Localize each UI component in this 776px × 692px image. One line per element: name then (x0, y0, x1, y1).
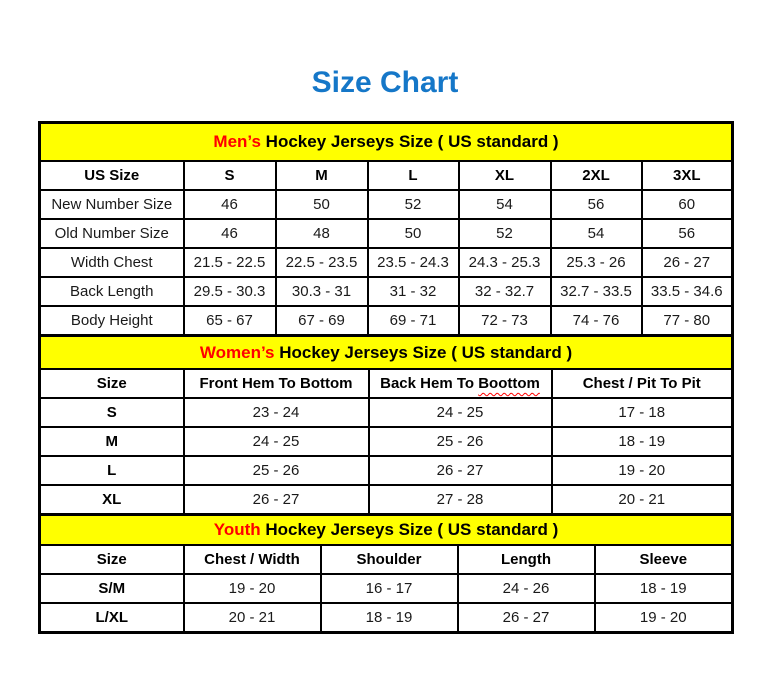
table-cell: 74 - 76 (551, 306, 642, 336)
youth-size-table (38, 513, 734, 634)
table-cell: 26 - 27 (642, 248, 733, 277)
youth-section-header-text: Hockey Jerseys Size ( US standard ) (260, 520, 559, 539)
page-title: Size Chart (311, 66, 459, 99)
table-cell: 69 - 71 (368, 306, 459, 336)
table-cell: 67 - 69 (276, 306, 368, 336)
youth-section-header-row (40, 515, 733, 546)
table-row (40, 603, 733, 633)
mens-size-table (38, 121, 734, 337)
table-cell: 19 - 20 (184, 574, 321, 603)
row-label: XL (40, 485, 184, 515)
table-cell: 19 - 20 (595, 603, 733, 633)
womens-section-header (40, 336, 733, 370)
column-header-text: Back Hem To (380, 375, 479, 392)
table-cell: 18 - 19 (321, 603, 458, 633)
table-cell: 31 - 32 (368, 277, 459, 306)
table-row (40, 219, 733, 248)
table-cell: 46 (184, 190, 276, 219)
column-header: Shoulder (321, 545, 458, 574)
table-cell: 65 - 67 (184, 306, 276, 336)
table-cell: 50 (368, 219, 459, 248)
row-label: Body Height (40, 306, 184, 336)
mens-section-header (40, 123, 733, 162)
mens-column-header-row (40, 161, 733, 190)
table-cell: 56 (551, 190, 642, 219)
table-cell: 54 (551, 219, 642, 248)
table-row (40, 306, 733, 336)
column-header: 2XL (551, 161, 642, 190)
table-cell: 24 - 26 (458, 574, 595, 603)
table-row (40, 456, 733, 485)
table-cell: 22.5 - 23.5 (276, 248, 368, 277)
mens-section-header-text: Hockey Jerseys Size ( US standard ) (260, 132, 559, 151)
mens-section-header-row (40, 123, 733, 162)
row-label: L (40, 456, 184, 485)
table-cell: 16 - 17 (321, 574, 458, 603)
table-row (40, 248, 733, 277)
table-cell: 19 - 20 (552, 456, 733, 485)
womens-size-table (38, 334, 734, 516)
table-cell: 29.5 - 30.3 (184, 277, 276, 306)
table-cell: 54 (459, 190, 551, 219)
table-cell: 30.3 - 31 (276, 277, 368, 306)
table-cell: 56 (642, 219, 733, 248)
column-header: 3XL (642, 161, 733, 190)
table-cell: 25 - 26 (369, 427, 552, 456)
column-header: Length (458, 545, 595, 574)
table-cell: 24 - 25 (184, 427, 369, 456)
column-header: Front Hem To Bottom (184, 369, 369, 398)
womens-section-header-row (40, 336, 733, 370)
table-cell: 77 - 80 (642, 306, 733, 336)
column-header: Sleeve (595, 545, 733, 574)
table-cell: 26 - 27 (184, 485, 369, 515)
table-cell: 32.7 - 33.5 (551, 277, 642, 306)
womens-column-header-row (40, 369, 733, 398)
mens-section-header-category: Men’s (213, 132, 261, 151)
table-cell: 72 - 73 (459, 306, 551, 336)
table-cell: 52 (459, 219, 551, 248)
table-cell: 17 - 18 (552, 398, 733, 427)
table-cell: 26 - 27 (458, 603, 595, 633)
table-cell: 52 (368, 190, 459, 219)
row-label: Width Chest (40, 248, 184, 277)
column-header: Size (40, 545, 184, 574)
row-label: New Number Size (40, 190, 184, 219)
table-row (40, 574, 733, 603)
column-header: Chest / Width (184, 545, 321, 574)
row-label: M (40, 427, 184, 456)
column-header: XL (459, 161, 551, 190)
row-label: S (40, 398, 184, 427)
table-cell: 33.5 - 34.6 (642, 277, 733, 306)
column-header: S (184, 161, 276, 190)
table-cell: 25 - 26 (184, 456, 369, 485)
table-cell: 18 - 19 (595, 574, 733, 603)
table-cell: 18 - 19 (552, 427, 733, 456)
table-cell: 25.3 - 26 (551, 248, 642, 277)
table-row (40, 398, 733, 427)
table-cell: 50 (276, 190, 368, 219)
misspelled-word: Boottom (478, 375, 540, 392)
column-header: Chest / Pit To Pit (552, 369, 733, 398)
column-header: M (276, 161, 368, 190)
row-label: Back Length (40, 277, 184, 306)
table-row (40, 427, 733, 456)
column-header (369, 369, 552, 398)
table-cell: 20 - 21 (184, 603, 321, 633)
table-cell: 23.5 - 24.3 (368, 248, 459, 277)
youth-column-header-row (40, 545, 733, 574)
table-cell: 21.5 - 22.5 (184, 248, 276, 277)
table-cell: 24.3 - 25.3 (459, 248, 551, 277)
row-label: Old Number Size (40, 219, 184, 248)
table-cell: 46 (184, 219, 276, 248)
column-header: US Size (40, 161, 184, 190)
table-cell: 27 - 28 (369, 485, 552, 515)
table-cell: 32 - 32.7 (459, 277, 551, 306)
table-cell: 48 (276, 219, 368, 248)
table-cell: 23 - 24 (184, 398, 369, 427)
womens-section-header-text: Hockey Jerseys Size ( US standard ) (274, 342, 573, 362)
table-cell: 20 - 21 (552, 485, 733, 515)
row-label: L/XL (40, 603, 184, 633)
column-header: Size (40, 369, 184, 398)
column-header: L (368, 161, 459, 190)
row-label: S/M (40, 574, 184, 603)
size-chart-tables (38, 121, 731, 634)
table-cell: 26 - 27 (369, 456, 552, 485)
table-row (40, 190, 733, 219)
table-row (40, 485, 733, 515)
youth-section-header (40, 515, 733, 546)
table-row (40, 277, 733, 306)
table-cell: 24 - 25 (369, 398, 552, 427)
womens-section-header-category: Women’s (199, 342, 275, 362)
table-cell: 60 (642, 190, 733, 219)
youth-section-header-category: Youth (213, 520, 261, 539)
